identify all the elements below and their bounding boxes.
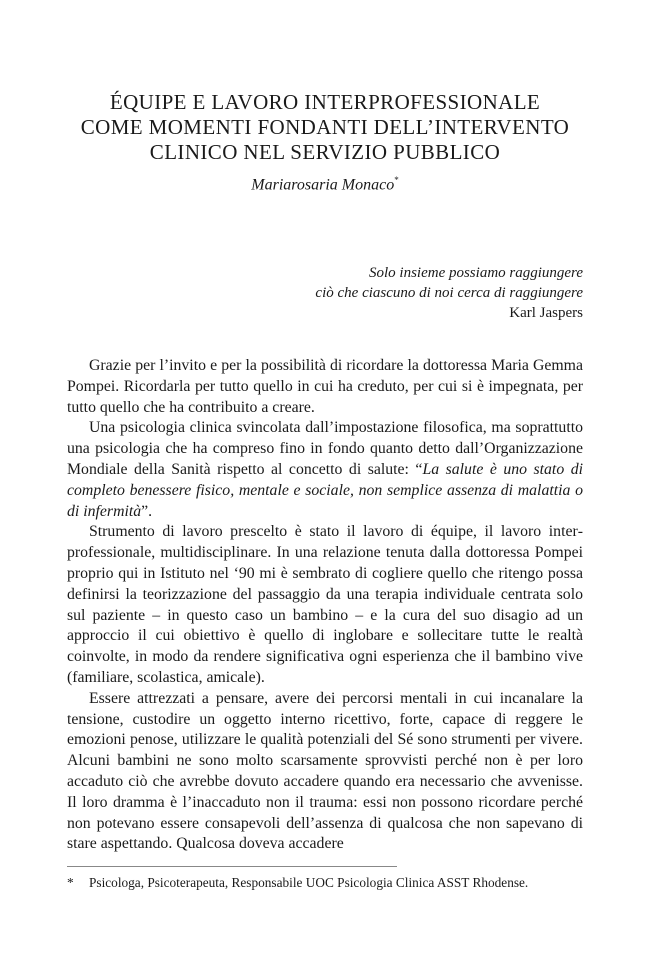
footnote-text: Psicologa, Psicoterapeuta, Responsabile UOC Psicologia Clinica ASST Rhodense.	[89, 875, 529, 890]
author-line	[60, 175, 590, 194]
epigraph	[220, 264, 583, 324]
footnote-mark: *	[67, 875, 74, 890]
title-line-1: ÉQUIPE E LAVORO INTERPROFESSIONALE	[109, 90, 541, 114]
epigraph-line-1: Solo insieme possiamo raggiungere	[368, 265, 583, 281]
paragraph-1: Grazie per l’invito e per la possibilità di ricordare la dottoressa Maria Gemma Pompei. Ricordarla per tutto quello in cui ha creduto, per cui si è impegnata, per tutto quello che ha contribuito a creare.	[67, 357, 583, 416]
paragraph-3: Strumento di lavoro prescelto è stato il lavoro di équipe, il lavoro interprofessionale, multidisciplinare. In una relazione tenuta dalla dottoressa Pompei proprio qui in Istituto nel ‘90 mi è sembrato di cogliere quello che ritengo possa definirsi la teorizzazione del passaggio da una terapia individuale centrata solo sul paziente – in questo caso un bambino – e la cura del suo disagio ad un approccio il cui obiettivo è quello di inglobare e sollecitare tutte le realtà coinvolte, in modo da rendere significativa ogni esperienza che il bambino vive (familiare, scolastica, amicale).	[67, 523, 583, 686]
author-name: Mariarosaria Monaco	[251, 176, 395, 194]
paragraph-2-end: ”.	[141, 502, 153, 520]
paragraph-2	[67, 418, 583, 522]
paragraph-4: Essere attrezzati a pensare, avere dei percorsi mentali in cui incanalare la tensione, custodire un oggetto interno ricettivo, forte, capace di reggere le emozioni penose, utilizzare le qualità potenziali del Sé sono strumenti per vivere. Alcuni bambini ne sono molto scarsamente sprovvisti perché non è per loro accaduto ciò che avrebbe dovuto accadere quando era necessario che avvenisse. Il loro dramma è l’inaccaduto non il trauma: essi non possono ricordare perché non potevano essere consapevoli dell’assenza di qualcosa che non sapevano di stare aspettando. Qualcosa doveva accadere	[67, 689, 583, 853]
epigraph-line-2: ciò che ciascuno di noi cerca di raggiungere	[315, 284, 583, 301]
title-line-3: CLINICO NEL SERVIZIO PUBBLICO	[149, 140, 501, 164]
title-line-2: COME MOMENTI FONDANTI DELL’INTERVENTO	[80, 115, 570, 139]
footnote-divider	[67, 866, 397, 867]
who-health-quote: La salute è uno stato di completo benessere fisico, mentale e sociale, non semplice assenza di malattia o di infermità	[67, 460, 583, 520]
footnote	[67, 874, 587, 891]
epigraph-source: Karl Jaspers	[509, 305, 583, 321]
author-footnote-mark: *	[394, 175, 399, 185]
article-body	[67, 356, 583, 855]
article-title	[60, 90, 590, 165]
paragraph-2-start: Una psicologia clinica svincolata dall’impostazione filosofica, ma soprattutto una psicologia che ha compreso fino in fondo quanto detto dall’Organizzazione Mondiale della Sanità rispetto al concetto di salute: “	[67, 419, 583, 478]
